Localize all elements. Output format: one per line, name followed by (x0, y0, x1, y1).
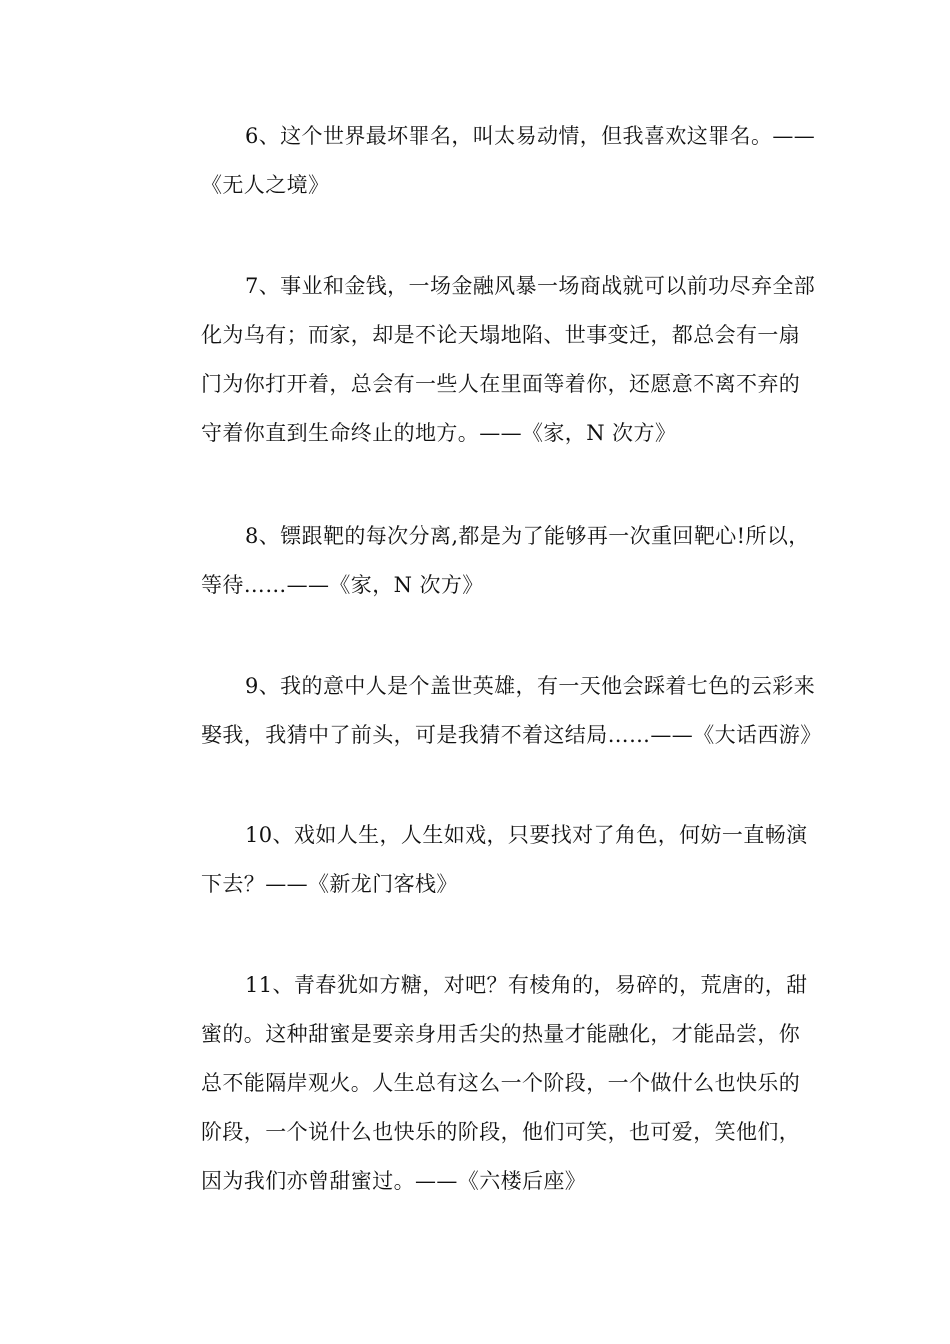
paragraph-line: 10、戏如人生，人生如戏，只要找对了角色，何妨一直畅演 (245, 823, 808, 847)
quote-paragraph-8 (201, 512, 813, 610)
quote-paragraph-7 (201, 262, 816, 458)
paragraph-line: 《无人之境》 (201, 173, 330, 197)
paragraph-line: 9、我的意中人是个盖世英雄，有一天他会踩着七色的云彩来 (245, 674, 816, 698)
paragraph-line: 因为我们亦曾甜蜜过。——《六楼后座》 (201, 1169, 587, 1193)
paragraph-line: 7、事业和金钱，一场金融风暴一场商战就可以前功尽弃全部 (245, 274, 816, 298)
paragraph-line: 门为你打开着，总会有一些人在里面等着你，还愿意不离不弃的 (201, 372, 801, 396)
paragraph-line: 下去？——《新龙门客栈》 (201, 872, 458, 896)
paragraph-line: 6、这个世界最坏罪名，叫太易动情，但我喜欢这罪名。—— (245, 124, 816, 148)
quote-paragraph-9 (201, 662, 822, 760)
paragraph-line: 娶我，我猜中了前头，可是我猜不着这结局……——《大话西游》 (201, 723, 822, 747)
quote-paragraph-11 (201, 961, 813, 1206)
paragraph-line: 蜜的。这种甜蜜是要亲身用舌尖的热量才能融化，才能品尝，你 (201, 1022, 801, 1046)
paragraph-line: 8、镖跟靶的每次分离,都是为了能够再一次重回靶心!所以， (245, 524, 810, 548)
paragraph-line: 守着你直到生命终止的地方。——《家，N 次方》 (201, 421, 677, 445)
paragraph-line: 总不能隔岸观火。人生总有这么一个阶段，一个做什么也快乐的 (201, 1071, 801, 1095)
paragraph-line: 11、青春犹如方糖，对吧？有棱角的，易碎的，荒唐的，甜 (245, 973, 808, 997)
paragraph-line: 等待……——《家，N 次方》 (201, 573, 484, 597)
paragraph-line: 阶段，一个说什么也快乐的阶段，他们可笑，也可爱，笑他们， (201, 1120, 801, 1144)
quote-paragraph-10 (201, 811, 813, 909)
paragraph-line: 化为乌有；而家，却是不论天塌地陷、世事变迁，都总会有一扇 (201, 323, 801, 347)
quote-paragraph-6 (201, 112, 816, 210)
